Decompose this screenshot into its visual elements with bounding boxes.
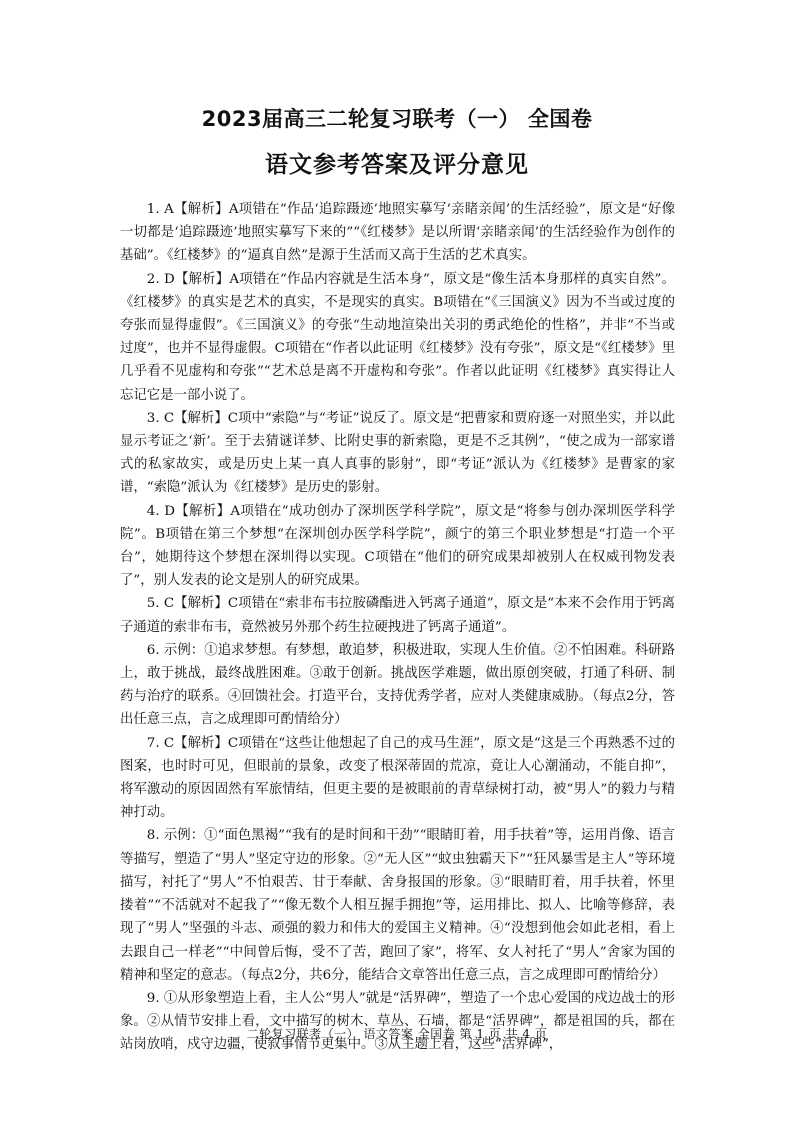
exam-title: 2023届高三二轮复习联考（一） 全国卷 [201,107,593,131]
answer-item-4: 4. D【解析】A项错在“成功创办了深圳医学科学院”，原文是“将参与创办深圳医学科学院”。B项错在第三个梦想“在深圳创办医学科学院”，颜宁的第三个职业梦想是“打造一个平台”，她期待这个梦想在深圳得以实现。C项错在“他们的研究成果却被别人在权威刊物发表了”，别人发表的论文是别人的研究成果。 [120,503,675,589]
page-footer: 二轮复习联考（一） 语文答案 全国卷 第 1 页 共 4 页 [246,1027,548,1041]
answer-item-3: 3. C【解析】C项中“索隐”与“考证”说反了。原文是“把曹家和贾府逐一对照坐实，并以此显示考证之‘新’。至于去猜谜详梦、比附史事的新索隐，更是不乏其例”，“使之成为一部家谱式的私家故实，或是历史上某一真人真事的影射”，即“考证”派认为《红楼梦》是曹家的家谱，“索隐”派认为《红楼梦》是历史的影射。 [120,410,675,496]
answer-item-1: 1. A【解析】A项错在“作品‘追踪蹑迹’地照实摹写‘亲睹亲闻’的生活经验”，原文是“好像一切都是‘追踪蹑迹’地照实摹写下来的”“《红楼梦》是以所谓‘亲睹亲闻’的生活经验作为创作的基础”。《红楼梦》的“逼真自然”是源于生活而又高于生活的艺术真实。 [120,202,675,264]
answer-item-2: 2. D【解析】A项错在“作品内容就是生活本身”，原文是“像生活本身那样的真实自然”。《红楼梦》的真实是艺术的真实，不是现实的真实。B项错在“《三国演义》因为不当或过度的夸张而显得虚假”。《三国演义》的夸张“生动地渲染出关羽的勇武绝伦的性格”，并非“不当或过度”，也并不显得虚假。C项错在“作者以此证明《红楼梦》没有夸张”，原文是“《红楼梦》里几乎看不见虚构和夸张”“艺术总是离不开虚构和夸张”。作者以此证明《红楼梦》真实得让人忘记它是一部小说了。 [120,271,675,403]
answer-key-subtitle: 语文参考答案及评分意见 [265,152,529,178]
answer-list [120,198,675,1057]
answer-item-5: 5. C【解析】C项错在“索非布韦拉胺磷酯进入钙离子通道”，原文是“本来不会作用于钙离子通道的索非布韦，竟然被另外那个药生拉硬拽进了钙离子通道”。 [120,596,675,635]
answer-item-7: 7. C【解析】C项错在“这些让他想起了自己的戎马生涯”，原文是“这是三个再熟悉不过的图案，也时时可见，但眼前的景象，改变了根深蒂固的荒凉，竟让人心潮涌动，不能自抑”，将军激动的原因固然有军旅情结，但更主要的是被眼前的青草绿树打动，被“男人”的毅力与精神打动。 [120,735,675,821]
answer-item-9: 9. ①从形象塑造上看，主人公“男人”就是“活界碑”，塑造了一个忠心爱国的戍边战士的形象。②从情节安排上看，文中描写的树木、草丛、石墙，都是“活界碑”，都是祖国的兵，都在站岗放哨，戍守边疆，使叙事情节更集中。③从主题上看，这些“活界碑”， [120,990,675,1053]
answer-item-8: 8. 示例：①“面色黑褐”“我有的是时间和干劲”“眼睛盯着，用手扶着”等，运用肖像、语言等描写，塑造了“男人”坚定守边的形象。②“无人区”“蚊虫独霸天下”“狂风暴雪是主人”等环境描写，衬托了“男人”不怕艰苦、甘于奉献、舍身报国的形象。③“眼睛盯着，用手扶着，怀里搂着”“不活就对不起我了”“像无数个人相互握手拥抱”等，运用排比、拟人、比喻等修辞，表现了“男人”坚强的斗志、顽强的毅力和伟大的爱国主义精神。④“没想到他会如此老相，看上去跟自己一样老”“中间曾后悔，受不了苦，跑回了家”，将军、女人衬托了“男人”舍家为国的精神和坚定的意志。（每点2分，共6分，能结合文章答出任意三点，言之成理即可酌情给分） [120,828,675,983]
answer-item-6: 6. 示例：①追求梦想。有梦想，敢追梦，积极进取，实现人生价值。②不怕困难。科研路上，敢于挑战，最终战胜困难。③敢于创新。挑战医学难题，做出原创突破，打通了科研、制药与治疗的联系。④回馈社会。打造平台，支持优秀学者，应对人类健康威胁。（每点2分，答出任意三点，言之成理即可酌情给分） [120,642,675,728]
